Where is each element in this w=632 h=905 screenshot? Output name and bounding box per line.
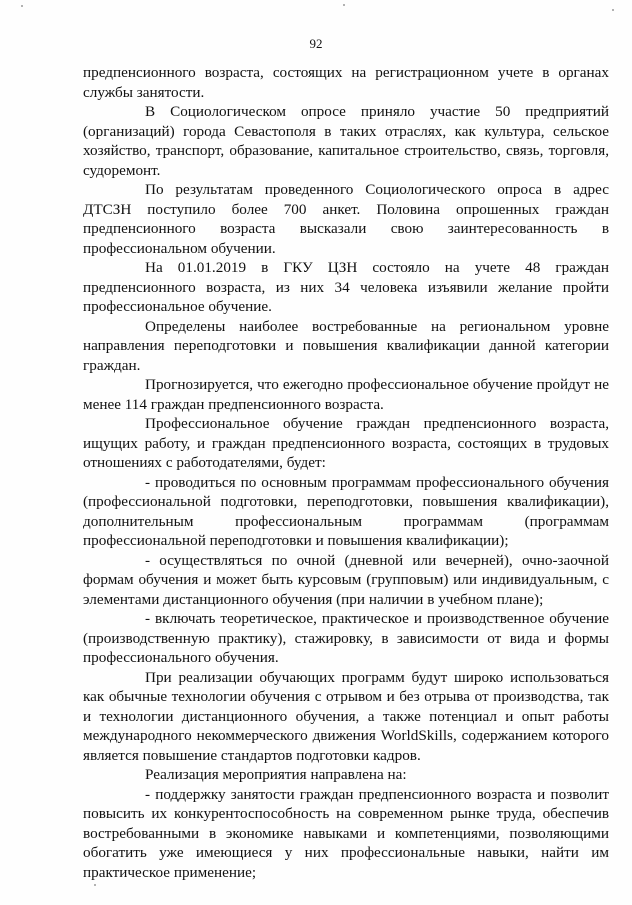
scan-speck [21, 5, 23, 7]
paragraph: Профессиональное обучение граждан предпенсионного возраста, ищущих работу, и граждан предпенсионного возраста, состоящих в трудовых отношениях с работодателями, будет: [83, 415, 609, 471]
paragraph: В Социологическом опросе приняло участие 50 предприятий (организаций) города Севастополя в таких отраслях, как культура, сельское хозяйство, транспорт, образование, капитальное строительство, связь, торговля, судоремонт. [83, 103, 609, 179]
paragraph: На 01.01.2019 в ГКУ ЦЗН состояло на учете 48 граждан предпенсионного возраста, из них 34 человека изъявили желание пройти профессиональное обучение. [83, 259, 609, 315]
paragraph: - поддержку занятости граждан предпенсионного возраста и позволит повысить их конкурентоспособность на современном рынке труда, обеспечив востребованными в экономике навыками и компетенциями, позволяющими обогатить уже имеющиеся у них профессиональные навыки, найти им практическое применение; [83, 785, 609, 881]
paragraph: - осуществляться по очной (дневной или вечерней), очно-заочной формам обучения и может быть курсовым (групповым) или индивидуальным, с элементами дистанционного обучения (при наличии в учебном плане); [83, 551, 609, 608]
scan-speck [94, 884, 96, 886]
scan-speck [343, 4, 345, 6]
paragraph: Определены наиболее востребованные на региональном уровне направления переподготовки и повышения квалификации данной категории граждан. [83, 317, 609, 374]
paragraph: При реализации обучающих программ будут широко использоваться как обычные технологии обучения с отрывом и без отрыва от производства, так и технологии дистанционного обучения, а также потенциал и опыт работы международного некоммерческого движения WorldSkills, содержанием которого является повышение стандартов подготовки кадров. [83, 668, 609, 764]
paragraph: - включать теоретическое, практическое и производственное обучение (производственную практику), стажировку, в зависимости от вида и формы профессионального обучения. [83, 610, 609, 666]
scan-speck [612, 9, 614, 11]
document-body [83, 63, 609, 882]
paragraph: предпенсионного возраста, состоящих на регистрационном учете в органах службы занятости. [83, 64, 609, 101]
paragraph: По результатам проведенного Социологического опроса в адрес ДТСЗН поступило более 700 анкет. Половина опрошенных граждан предпенсионного возраста высказали свою заинтересованность в профессиональном обучении. [83, 181, 609, 257]
paragraph: Прогнозируется, что ежегодно профессиональное обучение пройдут не менее 114 граждан предпенсионного возраста. [83, 376, 609, 413]
paragraph: Реализация мероприятия направлена на: [145, 766, 407, 783]
page-number: 92 [309, 36, 323, 51]
paragraph: - проводиться по основным программам профессионального обучения (профессиональной подготовки, переподготовки, повышения квалификации), дополнительным профессиональным программам (программам профессиональной переподготовки и повышения квалификации); [83, 473, 609, 549]
